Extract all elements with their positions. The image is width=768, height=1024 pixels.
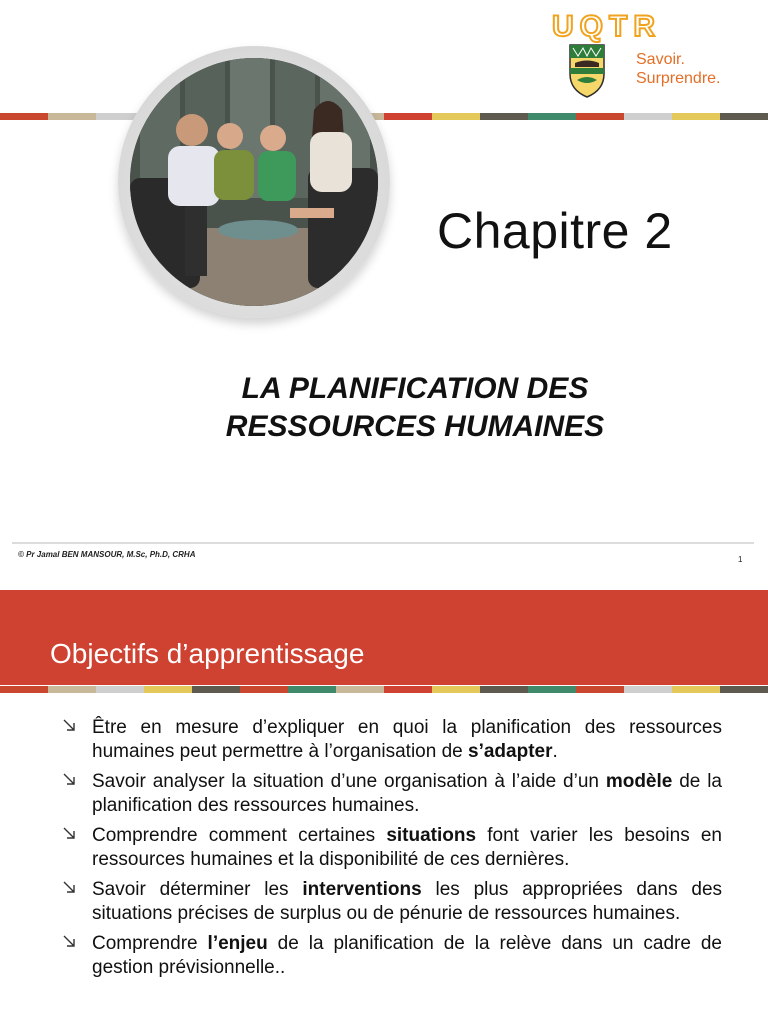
chapter-heading: Chapitre 2	[437, 203, 673, 259]
page-number: 1	[738, 555, 743, 564]
meeting-photo	[130, 58, 378, 306]
decorative-stripe	[0, 686, 768, 693]
bullet-text-end: les plus appropriées dans des situations précises de surplus ou de pénurie de ressources humaines.	[92, 879, 723, 924]
diagonal-arrow-icon	[62, 880, 76, 896]
decorative-stripe	[0, 113, 768, 120]
diagonal-arrow-icon	[62, 772, 76, 788]
bullet-emphasis: situations	[386, 825, 477, 846]
bullet-emphasis: s’adapter	[468, 741, 553, 762]
list-item	[60, 932, 722, 980]
bullet-emphasis: l’enjeu	[207, 933, 268, 954]
diagonal-arrow-icon	[62, 934, 76, 950]
footer-credit: © Pr Jamal BEN MANSOUR, M.Sc, Ph.D, CRHA	[18, 550, 196, 559]
bullet-text: Être en mesure d’expliquer en quoi la planification des ressources humaines peut permettre à l’organisation de	[92, 717, 722, 762]
objectives-slide	[0, 590, 768, 1024]
diagonal-arrow-icon	[62, 718, 76, 734]
bullet-emphasis: modèle	[605, 771, 673, 792]
logo-tagline-line2: Surprendre.	[636, 70, 721, 87]
logo-tagline	[636, 50, 721, 88]
diagonal-arrow-icon	[62, 826, 76, 842]
bullet-text-end: de la planification de la relève dans un cadre de gestion prévisionnelle..	[92, 933, 722, 978]
list-item	[60, 824, 722, 872]
shield-icon	[569, 44, 605, 98]
bullet-text-end: de la planification des ressources humaines.	[92, 771, 722, 816]
bullet-text: Comprendre	[92, 933, 208, 954]
slide-header-title: Objectifs d’apprentissage	[50, 638, 365, 669]
bullet-text-end: font varier les besoins en ressources humaines et la disponibilité de ces dernières.	[92, 825, 722, 870]
bullet-text: Savoir déterminer les	[92, 879, 303, 900]
slide-title-line1: LA PLANIFICATION DES	[241, 372, 589, 405]
list-item	[60, 878, 722, 926]
slide-header	[0, 590, 768, 685]
slide-title-line2: RESSOURCES HUMAINES	[225, 410, 605, 443]
bullet-text: Comprendre comment certaines	[92, 825, 387, 846]
footer-divider	[12, 542, 754, 544]
bullet-text-end: .	[552, 741, 558, 762]
uqtr-logo	[552, 10, 752, 110]
bullet-text: Savoir analyser la situation d’une organisation à l’aide d’un	[92, 771, 606, 792]
photo-frame	[118, 46, 390, 318]
logo-wordmark: UQTR	[552, 10, 661, 43]
list-item	[60, 716, 722, 764]
slide-title	[150, 370, 680, 446]
bullet-emphasis: interventions	[302, 879, 422, 900]
list-item	[60, 770, 722, 818]
logo-tagline-line1: Savoir.	[636, 51, 685, 68]
objectives-list	[60, 716, 722, 986]
